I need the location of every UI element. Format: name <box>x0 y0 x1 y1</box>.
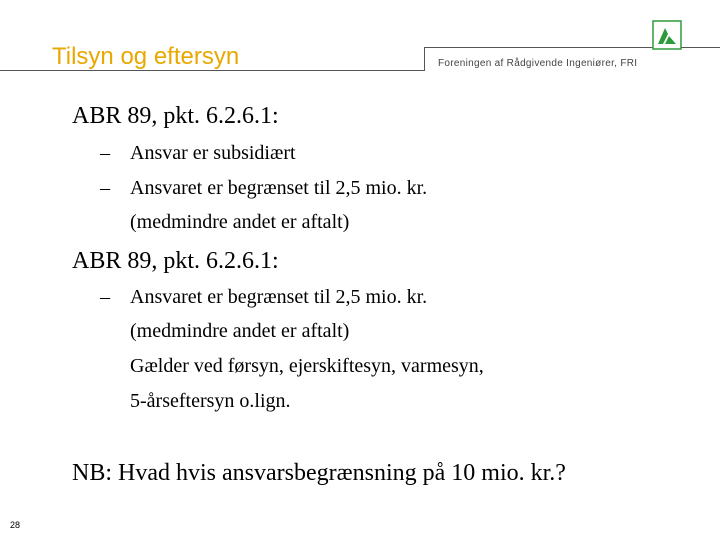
page-number: 28 <box>10 520 21 530</box>
heading-abr-2: ABR 89, pkt. 6.2.6.1: <box>72 248 279 274</box>
bullet-medmindre-1: (medmindre andet er aftalt) <box>130 211 350 233</box>
bullet-ansvar-subsidiaert: Ansvar er subsidiært <box>130 142 296 164</box>
bullet-dash-1: – <box>100 142 110 164</box>
bullet-dash-2: – <box>100 177 110 199</box>
bullet-dash-3: – <box>100 286 110 308</box>
bullet-aarseftersyn: 5-årseftersyn o.lign. <box>130 390 291 412</box>
bullet-ansvar-begraenset-1: Ansvaret er begrænset til 2,5 mio. kr. <box>130 177 428 199</box>
heading-abr-1: ABR 89, pkt. 6.2.6.1: <box>72 103 279 129</box>
header-rule-vertical <box>424 47 425 71</box>
bullet-gaelder-ved: Gælder ved førsyn, ejerskiftesyn, varmesyn, <box>130 355 484 377</box>
fri-logo-icon <box>652 20 682 50</box>
bullet-medmindre-2: (medmindre andet er aftalt) <box>130 320 350 342</box>
organization-name: Foreningen af Rådgivende Ingeniører, FRI <box>438 58 638 69</box>
bullet-ansvar-begraenset-2: Ansvaret er begrænset til 2,5 mio. kr. <box>130 286 428 308</box>
nb-question: NB: Hvad hvis ansvarsbegrænsning på 10 mio. kr.? <box>72 460 566 486</box>
header-rule-left <box>0 70 424 71</box>
slide-title: Tilsyn og eftersyn <box>52 43 240 70</box>
